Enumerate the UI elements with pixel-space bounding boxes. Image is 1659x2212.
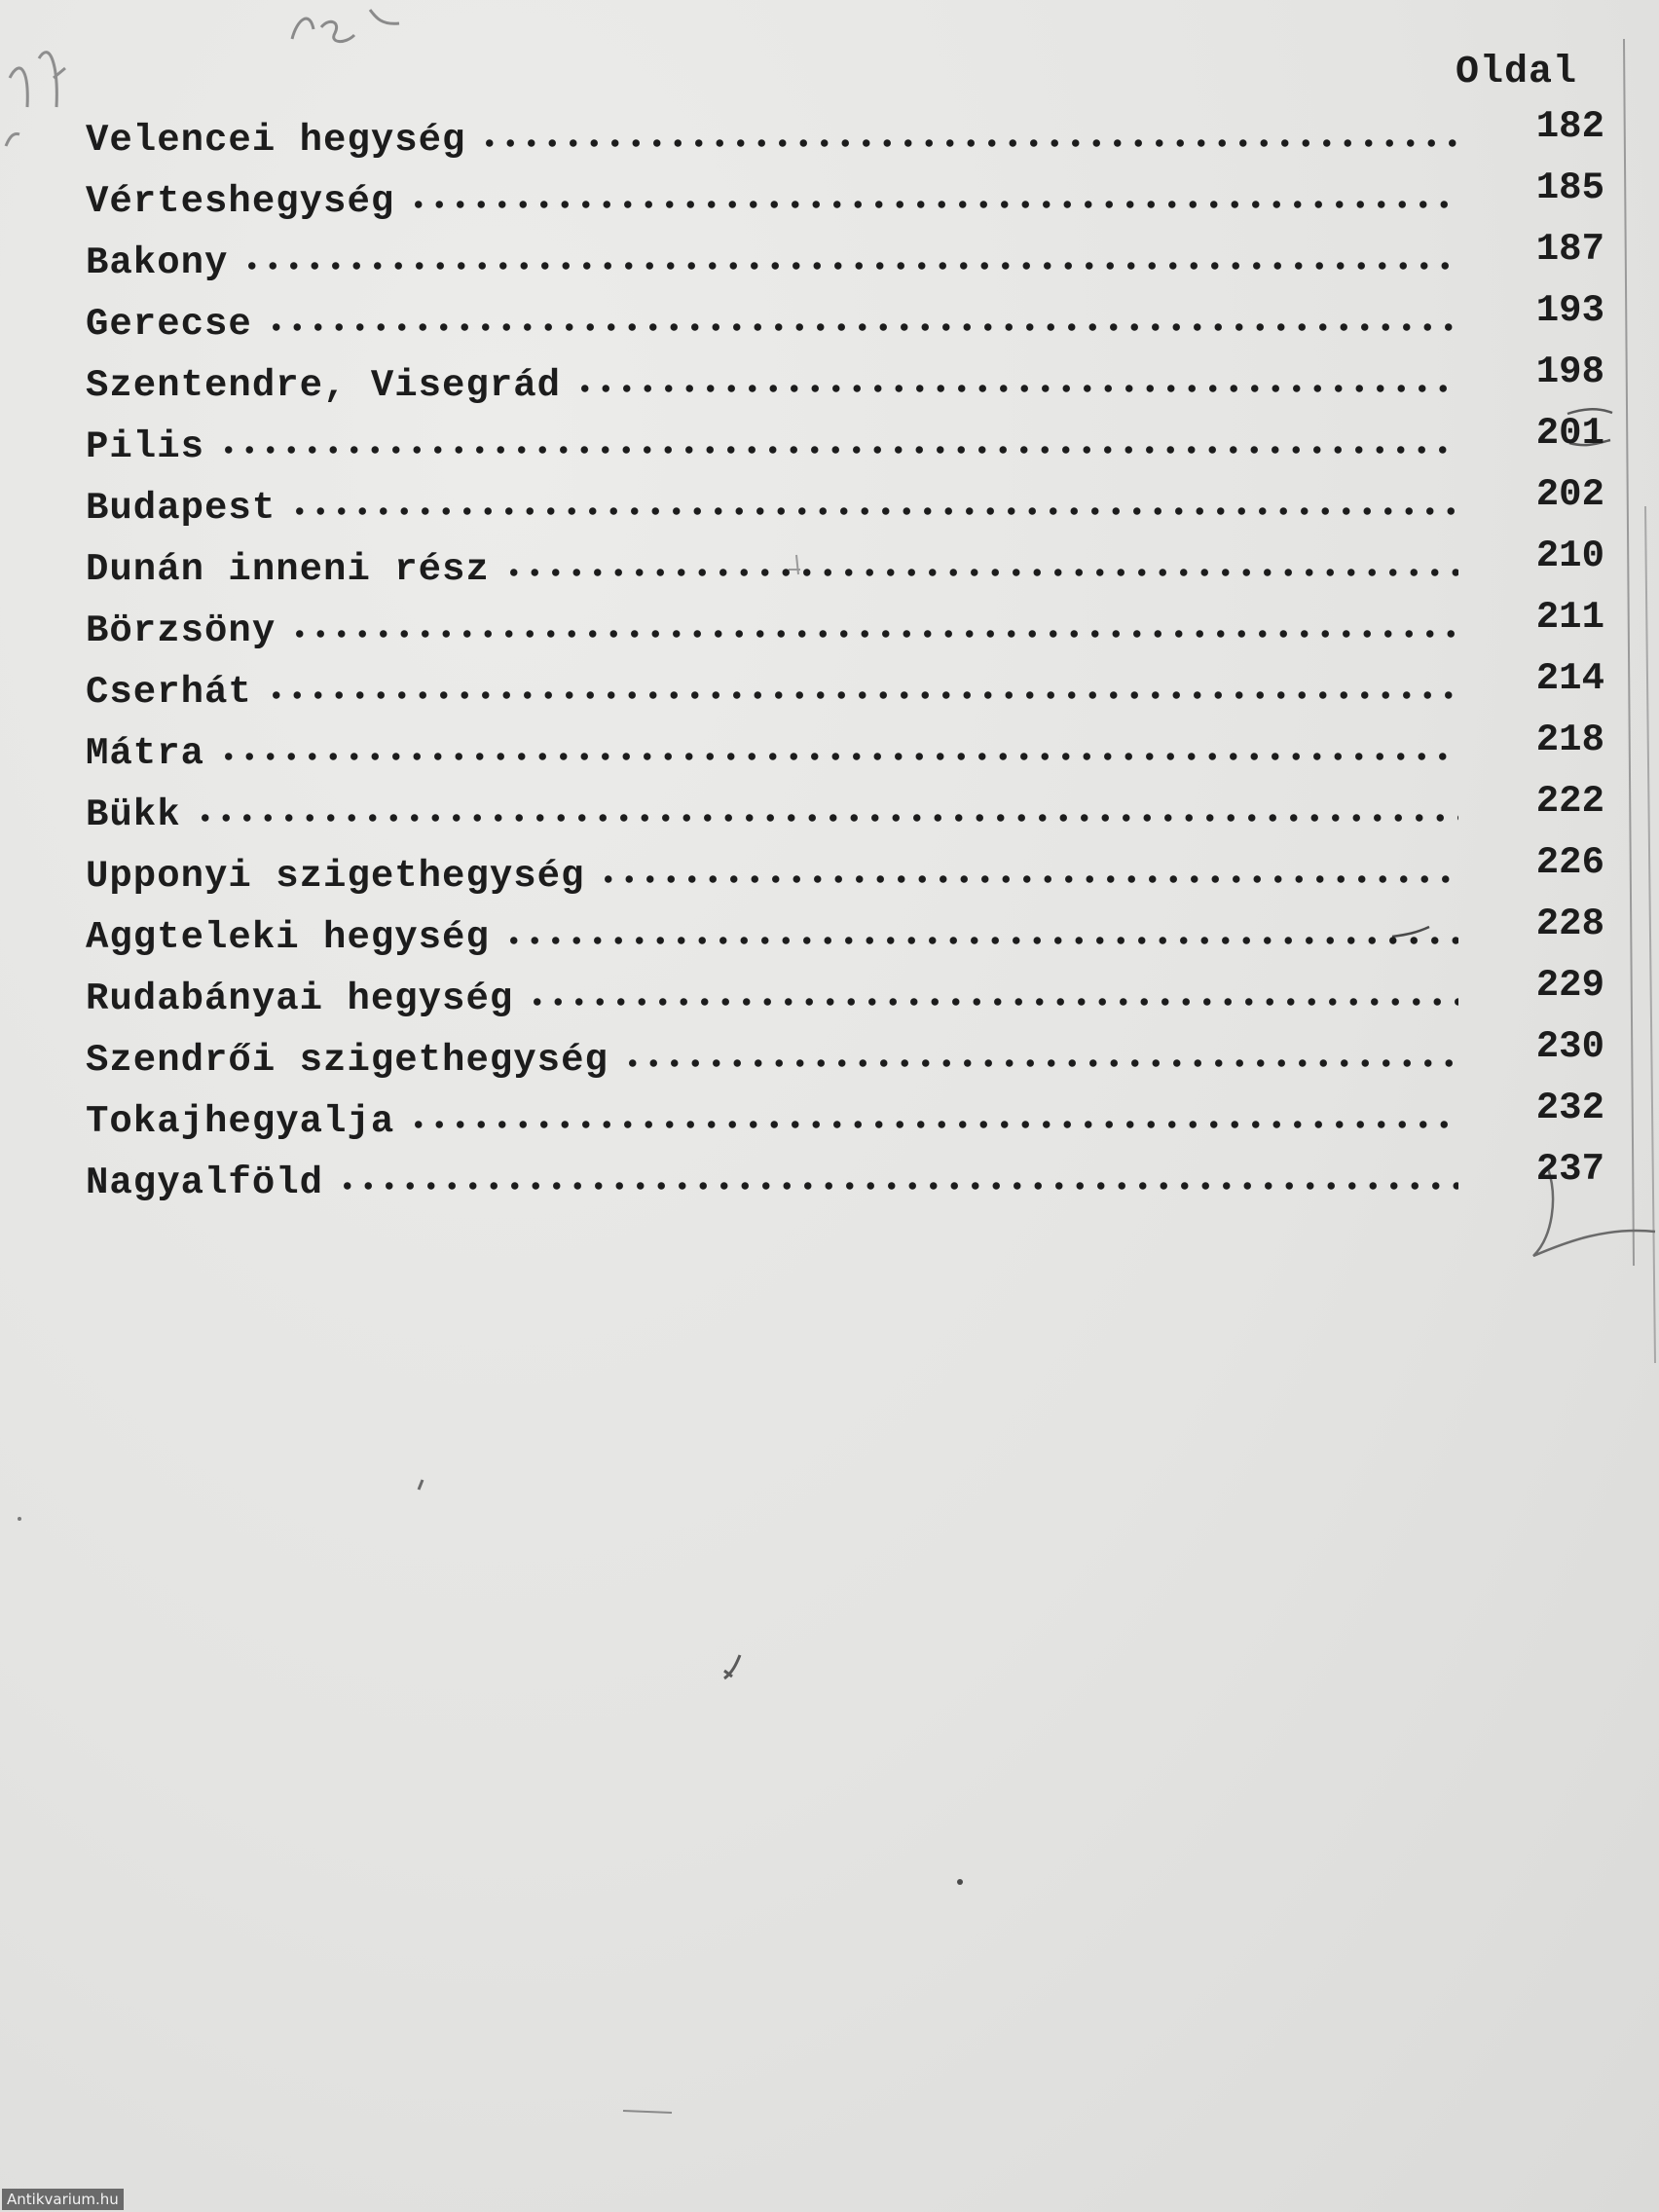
dot-leader (479, 121, 1458, 150)
dot-leader (503, 918, 1458, 947)
dot-leader (337, 1163, 1458, 1193)
table-of-contents (86, 105, 1604, 1223)
dot-leader (289, 489, 1458, 518)
toc-entry-page-number: 222 (1535, 780, 1604, 823)
toc-entry (86, 1025, 1604, 1100)
toc-entry-title: Bükk (86, 793, 181, 836)
toc-entry (86, 105, 1604, 180)
dot-leader (241, 243, 1458, 273)
toc-entry (86, 1148, 1604, 1223)
toc-entry (86, 841, 1604, 916)
dot-leader (266, 673, 1458, 702)
toc-entry (86, 903, 1604, 977)
dot-leader (598, 857, 1458, 886)
toc-entry-title: Tokajhegyalja (86, 1100, 395, 1143)
toc-entry-page-number: 230 (1535, 1025, 1604, 1068)
toc-entry (86, 964, 1604, 1039)
toc-entry (86, 780, 1604, 855)
toc-entry (86, 412, 1604, 487)
toc-entry-page-number: 237 (1535, 1148, 1604, 1191)
toc-entry-title: Bakony (86, 241, 229, 284)
toc-entry-page-number: 193 (1535, 289, 1604, 332)
toc-entry-page-number: 226 (1535, 841, 1604, 884)
toc-entry-page-number: 198 (1535, 350, 1604, 393)
toc-entry-title: Velencei hegység (86, 119, 466, 162)
dot-leader (408, 1102, 1458, 1131)
toc-entry-title: Szendrői szigethegység (86, 1039, 608, 1082)
toc-entry-page-number: 187 (1535, 228, 1604, 271)
toc-entry-page-number: 210 (1535, 535, 1604, 577)
toc-entry-page-number: 232 (1535, 1087, 1604, 1129)
toc-entry-page-number: 214 (1535, 657, 1604, 700)
dot-leader (622, 1041, 1458, 1070)
toc-entry-title: Cserhát (86, 671, 252, 714)
toc-entry (86, 535, 1604, 609)
dot-leader (289, 611, 1458, 641)
toc-entry-page-number: 228 (1535, 903, 1604, 945)
toc-entry (86, 350, 1604, 425)
dot-leader (408, 182, 1458, 211)
toc-entry-title: Aggteleki hegység (86, 916, 490, 959)
toc-entry (86, 289, 1604, 364)
dot-leader (218, 427, 1458, 457)
dot-leader (574, 366, 1458, 395)
toc-entry-page-number: 185 (1535, 166, 1604, 209)
toc-entry-title: Gerecse (86, 303, 252, 346)
toc-entry-title: Mátra (86, 732, 205, 775)
toc-entry (86, 473, 1604, 548)
toc-entry-title: Vérteshegység (86, 180, 395, 223)
dot-leader (195, 795, 1458, 825)
toc-entry-page-number: 182 (1535, 105, 1604, 148)
toc-entry-title: Pilis (86, 425, 205, 468)
toc-entry-title: Börzsöny (86, 609, 276, 652)
toc-entry-page-number: 229 (1535, 964, 1604, 1007)
dot-leader (218, 734, 1458, 763)
toc-entry-title: Dunán inneni rész (86, 548, 490, 591)
toc-entry (86, 657, 1604, 732)
toc-entry (86, 1087, 1604, 1161)
toc-entry-page-number: 211 (1535, 596, 1604, 639)
toc-entry (86, 228, 1604, 303)
toc-entry-page-number: 201 (1535, 412, 1604, 455)
toc-entry-title: Szentendre, Visegrád (86, 364, 562, 407)
toc-entry-page-number: 202 (1535, 473, 1604, 516)
watermark: Antikvarium.hu (2, 2189, 124, 2210)
dot-leader (527, 979, 1458, 1009)
toc-entry-title: Nagyalföld (86, 1161, 324, 1204)
toc-entry-page-number: 218 (1535, 719, 1604, 761)
toc-entry (86, 719, 1604, 793)
page-column-heading: Oldal (1455, 51, 1577, 94)
toc-entry-title: Upponyi szigethegység (86, 855, 585, 898)
toc-entry-title: Budapest (86, 487, 276, 530)
dot-leader (503, 550, 1458, 579)
dot-leader (266, 305, 1458, 334)
toc-entry (86, 166, 1604, 241)
toc-entry (86, 596, 1604, 671)
toc-entry-title: Rudabányai hegység (86, 977, 514, 1020)
